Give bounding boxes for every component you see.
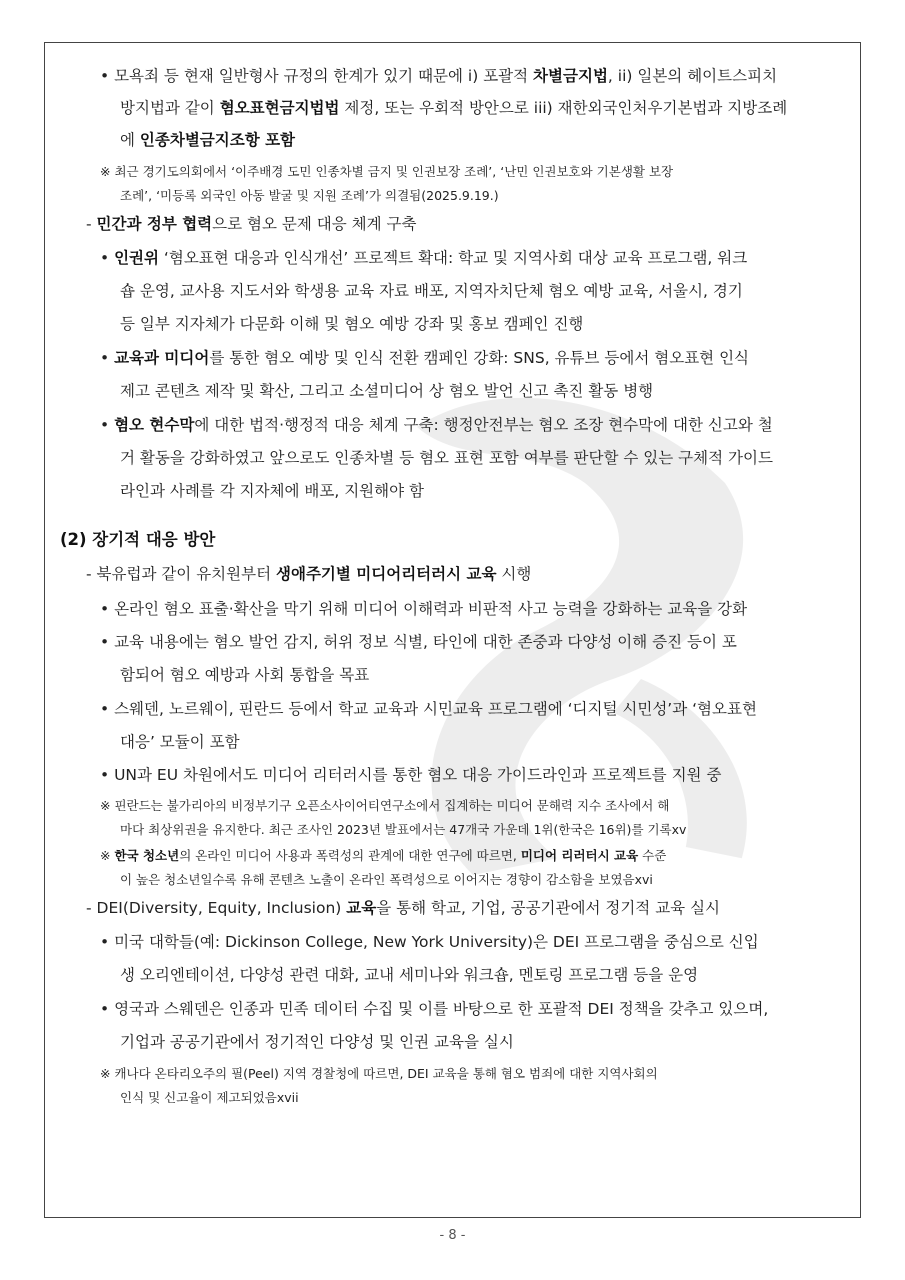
note-line: ※ 캐나다 온타리오주의 필(Peel) 지역 경찰청에 따르면, DEI 교육을 통해 혐오 범죄에 대한 지역사회의 — [100, 1066, 658, 1081]
section-heading: (2) 장기적 대응 방안 — [60, 530, 216, 549]
note-line: ※ 핀란드는 불가리아의 비정부기구 오픈소사이어티연구소에서 집계하는 미디어 문해력 지수 조사에서 해 — [100, 798, 670, 813]
text-line: • 교육과 미디어를 통한 혐오 예방 및 인식 전환 캠페인 강화: SNS, 유튜브 등에서 혐오표현 인식 — [100, 349, 750, 367]
note-line: 이 높은 청소년일수록 유해 콘텐츠 노출이 온라인 폭력성으로 이어지는 경향이 감소함을 보였음xvi — [120, 872, 653, 887]
text-line: • 스웨덴, 노르웨이, 핀란드 등에서 학교 교육과 시민교육 프로그램에 ‘디지털 시민성’과 ‘혐오표현 — [100, 700, 757, 718]
text-line: • 온라인 혐오 표출·확산을 막기 위해 미디어 이해력과 비판적 사고 능력을 강화하는 교육을 강화 — [100, 600, 748, 618]
note-line: 조례’, ‘미등록 외국인 아동 발굴 및 지원 조례’가 의결됨(2025.9.19.) — [120, 188, 499, 203]
text-line: • 모욕죄 등 현재 일반형사 규정의 한계가 있기 때문에 i) 포괄적 차별금지법, ii) 일본의 헤이트스피치 — [100, 67, 778, 85]
text-line: 기업과 공공기관에서 정기적인 다양성 및 인권 교육을 실시 — [120, 1033, 514, 1051]
note-line: 마다 최상위권을 유지한다. 최근 조사인 2023년 발표에서는 47개국 가운데 1위(한국은 16위)를 기록xv — [120, 822, 687, 837]
note-line: ※ 한국 청소년의 온라인 미디어 사용과 폭력성의 관계에 대한 연구에 따르면, 미디어 리러터시 교육 수준 — [100, 848, 667, 863]
text-line: • 영국과 스웨덴은 인종과 민족 데이터 수집 및 이를 바탕으로 한 포괄적 DEI 정책을 갖추고 있으며, — [100, 1000, 769, 1018]
text-line: • UN과 EU 차원에서도 미디어 리터러시를 통한 혐오 대응 가이드라인과 프로젝트를 지원 중 — [100, 766, 722, 784]
text-line: 라인과 사례를 각 지자체에 배포, 지원해야 함 — [120, 482, 425, 500]
text-line: 에 인종차별금지조항 포함 — [120, 131, 296, 149]
text-line: 제고 콘텐츠 제작 및 확산, 그리고 소셜미디어 상 혐오 발언 신고 촉진 활동 병행 — [120, 382, 654, 400]
section-item: - 북유럽과 같이 유치원부터 생애주기별 미디어리터러시 교육 시행 — [86, 565, 532, 583]
note-line: ※ 최근 경기도의회에서 ‘이주배경 도민 인종차별 금지 및 인권보장 조례’, ‘난민 인권보호와 기본생활 보장 — [100, 164, 674, 179]
text-line: 방지법과 같이 혐오표현금지법법 제정, 또는 우회적 방안으로 iii) 재한외국인처우기본법과 지방조례 — [120, 99, 788, 117]
section-item: - 민간과 정부 협력으로 혐오 문제 대응 체계 구축 — [86, 215, 417, 233]
text-line: 등 일부 지자체가 다문화 이해 및 혐오 예방 강좌 및 홍보 캠페인 진행 — [120, 315, 584, 333]
page-number: - 8 - — [439, 1228, 466, 1243]
text-line: 숍 운영, 교사용 지도서와 학생용 교육 자료 배포, 지역자치단체 혐오 예방 교육, 서울시, 경기 — [120, 282, 743, 300]
text-line: 대응’ 모듈이 포함 — [120, 733, 240, 751]
text-line: 거 활동을 강화하였고 앞으로도 인종차별 등 혐오 표현 포함 여부를 판단할 수 있는 구체적 가이드 — [120, 449, 773, 467]
text-line: • 혐오 현수막에 대한 법적·행정적 대응 체계 구축: 행정안전부는 혐오 조장 현수막에 대한 신고와 철 — [100, 416, 773, 434]
section-item: - DEI(Diversity, Equity, Inclusion) 교육을 통해 학교, 기업, 공공기관에서 정기적 교육 실시 — [86, 899, 721, 917]
text-line: 함되어 혐오 예방과 사회 통합을 목표 — [120, 666, 370, 684]
text-line: • 교육 내용에는 혐오 발언 감지, 허위 정보 식별, 타인에 대한 존중과 다양성 이해 증진 등이 포 — [100, 633, 737, 651]
text-line: 생 오리엔테이션, 다양성 관련 대화, 교내 세미나와 워크숍, 멘토링 프로그램 등을 운영 — [120, 966, 699, 984]
note-line: 인식 및 신고율이 제고되었음xvii — [120, 1090, 299, 1105]
text-line: • 인권위 ‘혐오표현 대응과 인식개선’ 프로젝트 확대: 학교 및 지역사회 대상 교육 프로그램, 워크 — [100, 249, 748, 267]
text-line: • 미국 대학들(예: Dickinson College, New York University)은 DEI 프로그램을 중심으로 신입 — [100, 933, 759, 951]
